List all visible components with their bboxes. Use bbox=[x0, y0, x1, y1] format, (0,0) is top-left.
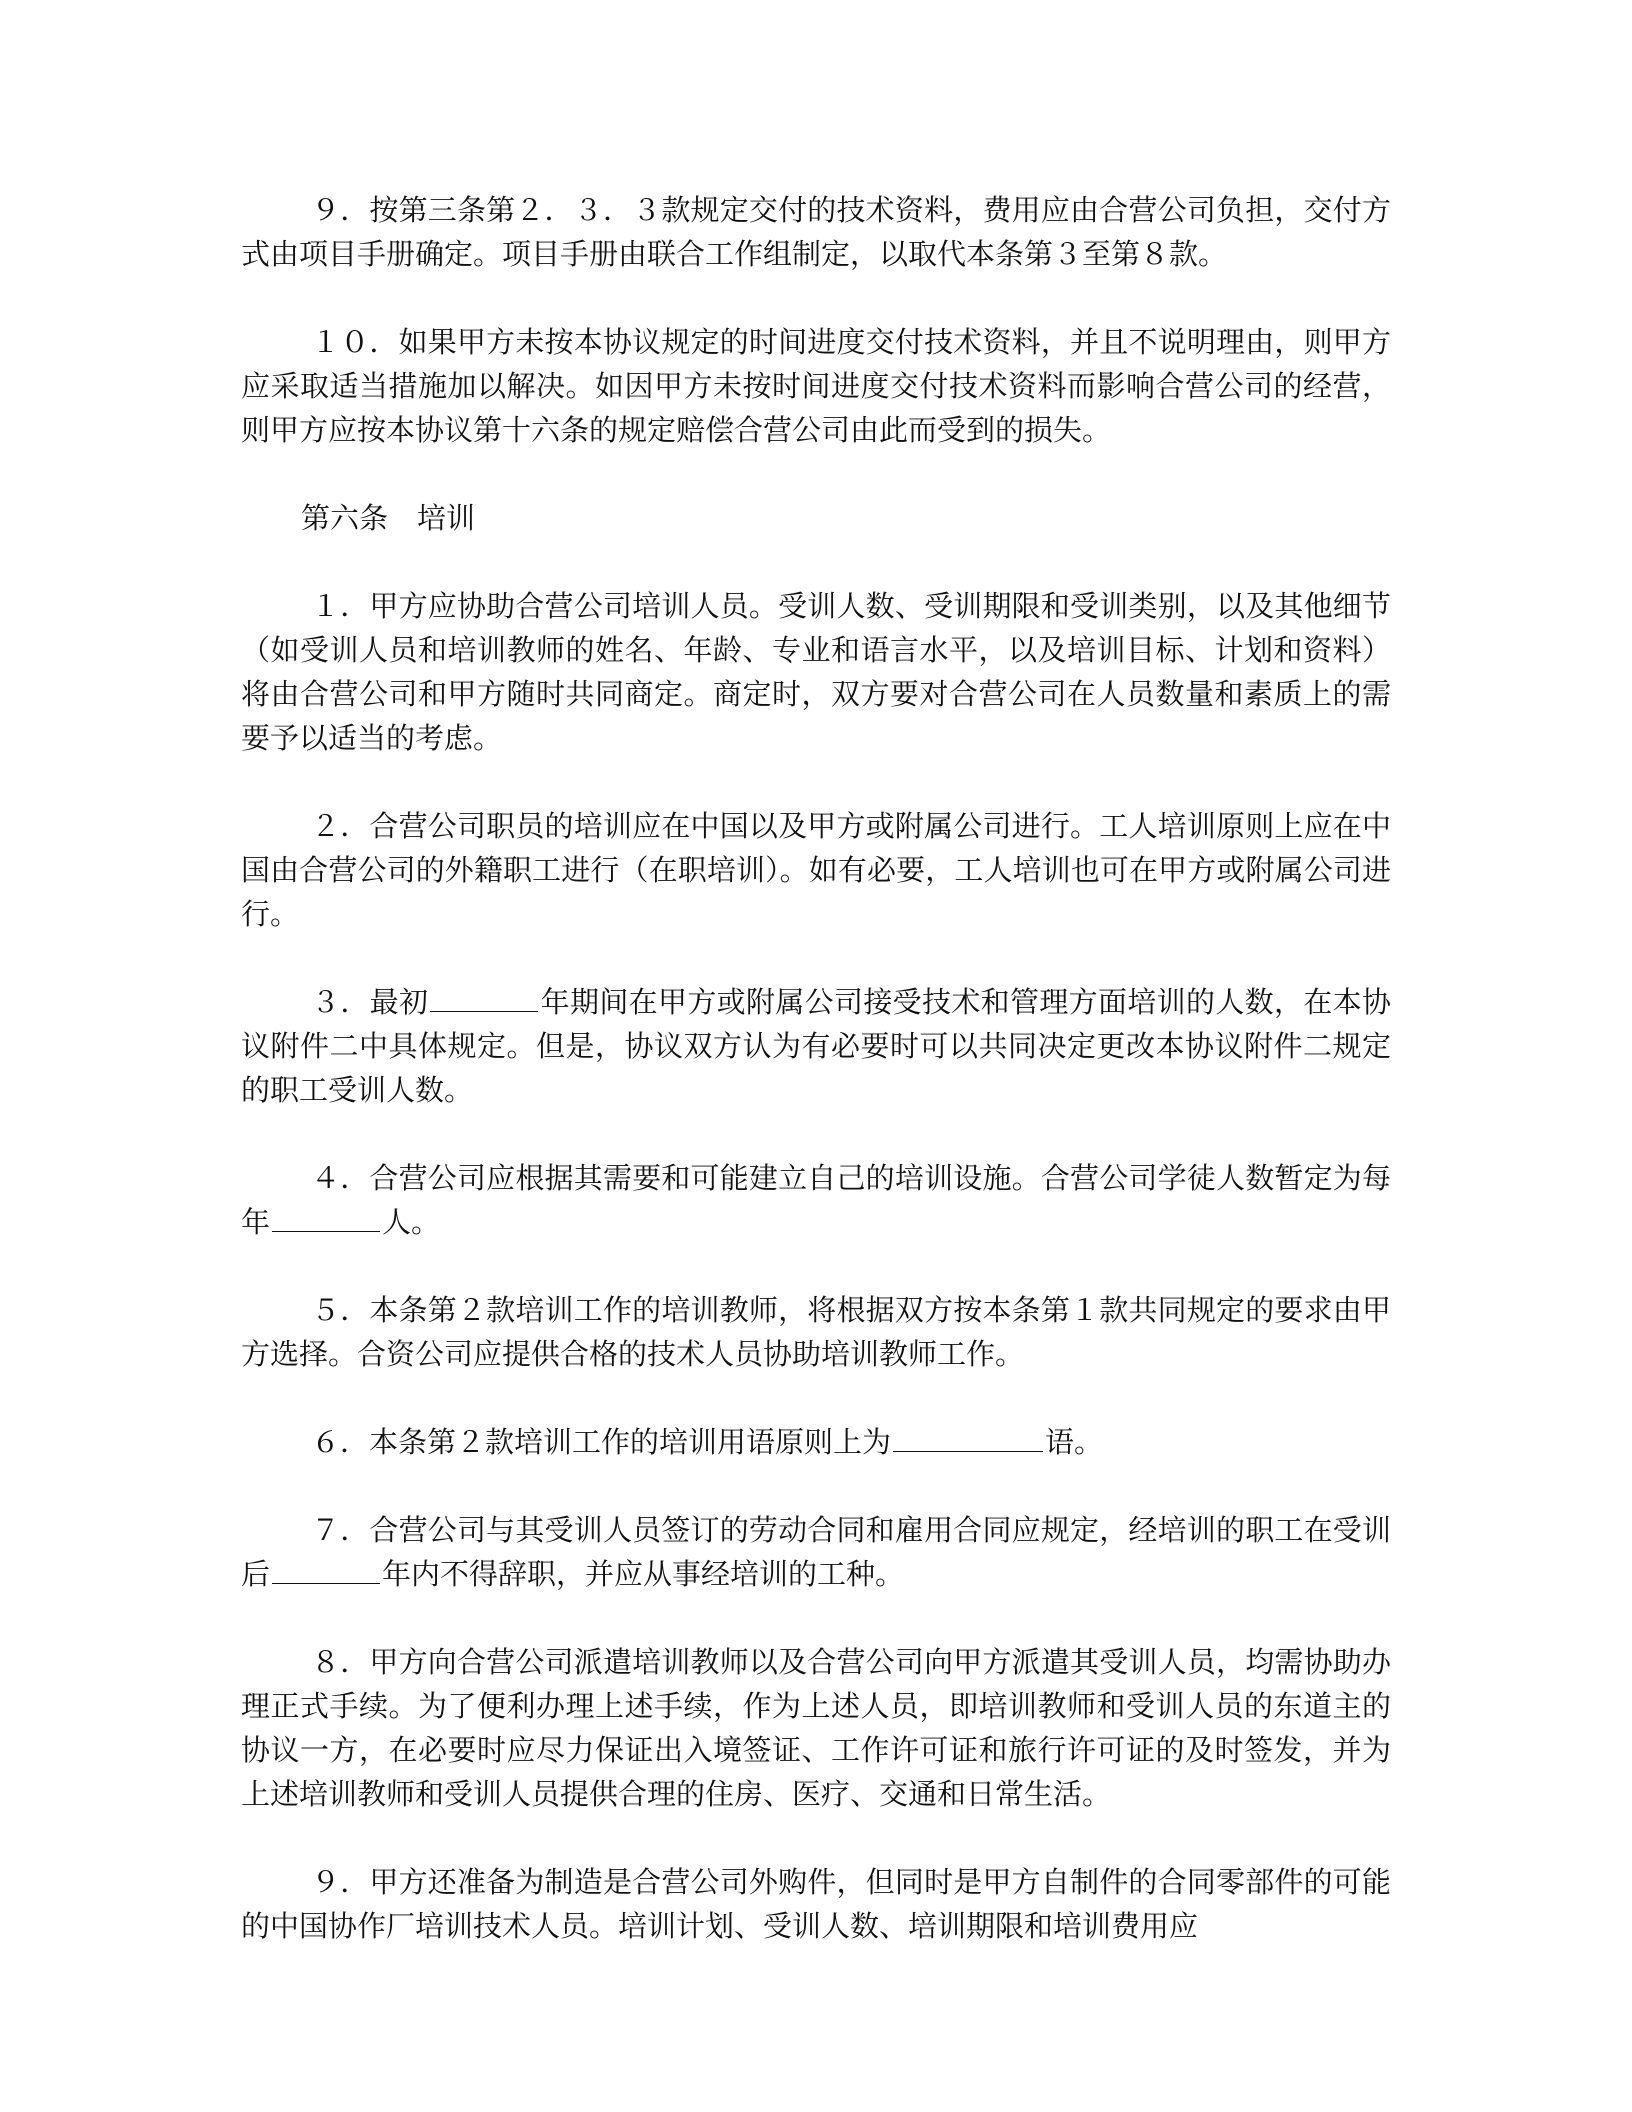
item-3-text-end: 年期间在甲方或附属公司接受技术和管理方面培训的人数，在本协议附件二中具体规定。但是，协议双方认为有必要时可以共同决定更改本协议附件二规定的职工受训人数。 bbox=[241, 985, 1391, 1107]
item-6-text-start: ６．本条第２款培训工作的培训用语原则上为 bbox=[311, 1425, 892, 1459]
clause-5-item-9: ９．按第三条第２．３．３款规定交付的技术资料，费用应由合营公司负担，交付方式由项目手册确定。项目手册由联合工作组制定，以取代本条第３至第８款。 bbox=[241, 193, 1391, 271]
clause-5-item-10: １０．如果甲方未按本协议规定的时间进度交付技术资料，并且不说明理由，则甲方应采取适当措施加以解决。如因甲方未按时间进度交付技术资料而影响合营公司的经营，则甲方应按本协议第十六条的规定赔偿合营公司由此而受到的损失。 bbox=[241, 325, 1391, 447]
item-7-text-start: ７．合营公司与其受训人员签订的劳动合同和雇用合同应规定，经培训的职工在受训后 bbox=[241, 1513, 1391, 1591]
document-page bbox=[241, 188, 1391, 1992]
fill-in-blank bbox=[272, 1553, 380, 1584]
fill-in-blank bbox=[893, 1421, 1043, 1452]
article-6-item-8: ８．甲方向合营公司派遣培训教师以及合营公司向甲方派遣其受训人员，均需协助办理正式手续。为了便利办理上述手续，作为上述人员，即培训教师和受训人员的东道主的协议一方，在必要时应尽力保证出入境签证、工作许可证和旅行许可证的及时签发，并为上述培训教师和受训人员提供合理的住房、医疗、交通和日常生活。 bbox=[241, 1645, 1391, 1811]
article-6-item-6 bbox=[241, 1420, 1391, 1464]
article-6-item-5: ５．本条第２款培训工作的培训教师，将根据双方按本条第１款共同规定的要求由甲方选择。合资公司应提供合格的技术人员协助培训教师工作。 bbox=[241, 1293, 1391, 1371]
fill-in-blank bbox=[430, 981, 538, 1012]
article-6-item-2: ２．合营公司职员的培训应在中国以及甲方或附属公司进行。工人培训原则上应在中国由合营公司的外籍职工进行（在职培训）。如有必要，工人培训也可在甲方或附属公司进行。 bbox=[241, 809, 1391, 931]
item-4-text-end: 人。 bbox=[382, 1205, 441, 1239]
item-4-text-start: ４．合营公司应根据其需要和可能建立自己的培训设施。合营公司学徒人数暂定为每年 bbox=[241, 1161, 1391, 1239]
fill-in-blank bbox=[272, 1201, 380, 1232]
article-6-item-9: ９．甲方还准备为制造是合营公司外购件，但同时是甲方自制件的合同零部件的可能的中国协作厂培训技术人员。培训计划、受训人数、培训期限和培训费用应 bbox=[241, 1865, 1391, 1943]
item-3-text-start: ３．最初 bbox=[311, 985, 429, 1019]
item-6-text-end: 语。 bbox=[1045, 1425, 1104, 1459]
item-7-text-end: 年内不得辞职，并应从事经培训的工种。 bbox=[382, 1557, 905, 1591]
article-6-item-7 bbox=[241, 1508, 1391, 1596]
article-6-heading: 第六条 培训 bbox=[301, 501, 476, 535]
article-6-item-1: １．甲方应协助合营公司培训人员。受训人数、受训期限和受训类别，以及其他细节（如受训人员和培训教师的姓名、年龄、专业和语言水平，以及培训目标、计划和资料）将由合营公司和甲方随时共同商定。商定时，双方要对合营公司在人员数量和素质上的需要予以适当的考虑。 bbox=[241, 589, 1391, 755]
article-6-item-3 bbox=[241, 980, 1391, 1112]
article-6-item-4 bbox=[241, 1156, 1391, 1244]
